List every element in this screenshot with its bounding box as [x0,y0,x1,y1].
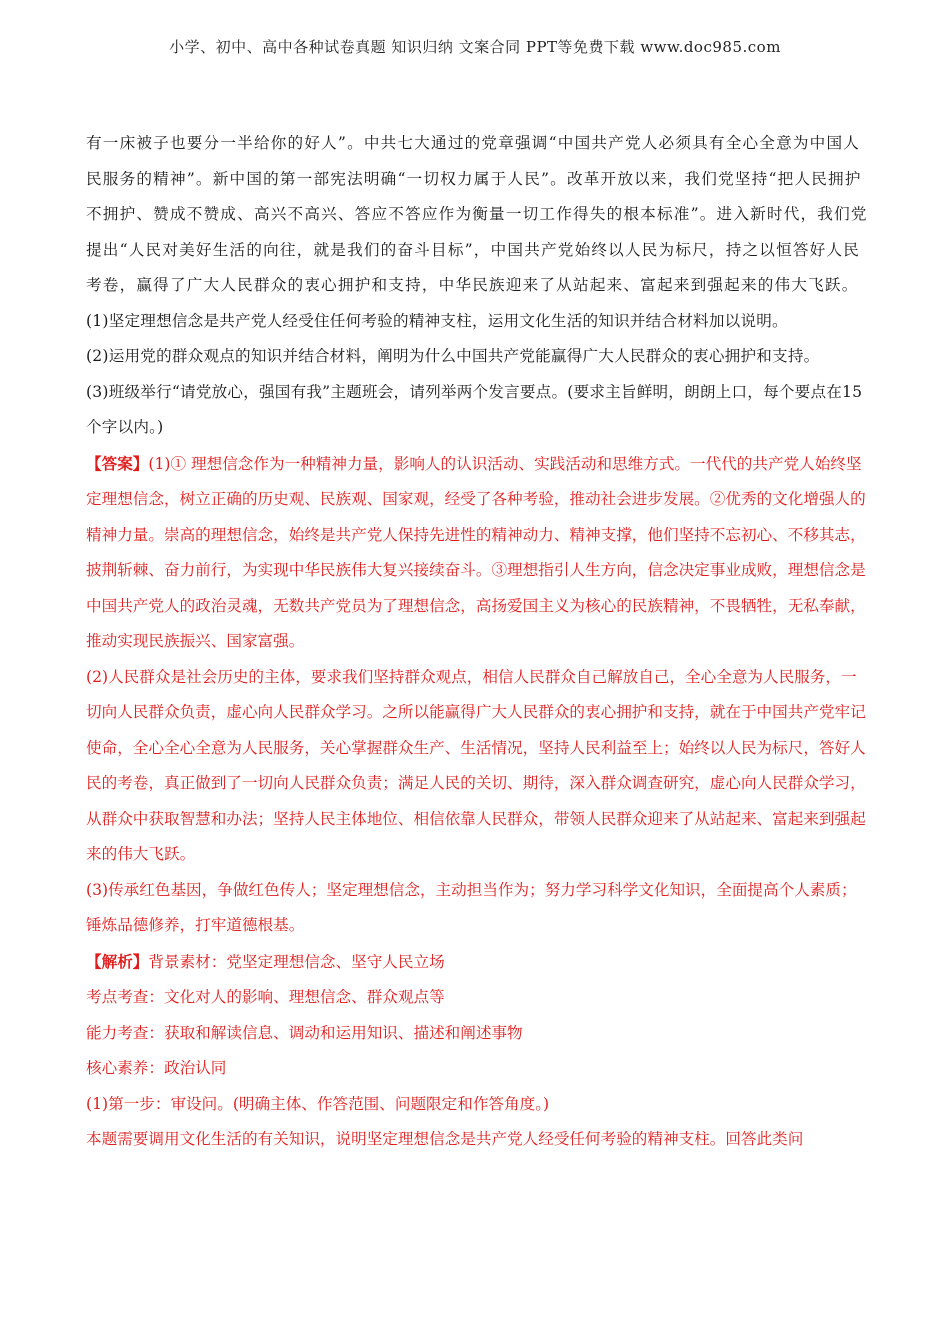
answer-1-text: (1)① 理想信念作为一种精神力量，影响人的认识活动、实践活动和思维方式。一代代的共产党人始终坚定理想信念，树立正确的历史观、民族观、国家观，经受了各种考验，推动社会进步发展。②优秀的文化增强人的精神力量。崇高的理想信念，始终是共产党人保持先进性的精神动力、精神支撑，他们坚持不忘初心、不移其志，披荆斩棘、奋力前行，为实现中华民族伟大复兴接续奋斗。③理想指引人生方向，信念决定事业成败，理想信念是中国共产党人的政治灵魂，无数共产党员为了理想信念，高扬爱国主义为核心的民族精神，不畏牺牲，无私奉献，推动实现民族振兴、国家富强。 [86,454,866,650]
analysis-literacy: 核心素养：政治认同 [86,1059,227,1077]
analysis-step1: (1)第一步：审设问。(明确主体、作答范围、问题限定和作答角度。) [86,1094,550,1113]
analysis-step1-detail: 本题需要调用文化生活的有关知识，说明坚定理想信念是共产党人经受任何考验的精神支柱。回答此类问 [86,1130,804,1148]
analysis-points: 考点考查：文化对人的影响、理想信念、群众观点等 [86,988,445,1006]
answer-2: (2)人民群众是社会历史的主体，要求我们坚持群众观点，相信人民群众自己解放自己，全心全意为人民服务，一切向人民群众负责，虚心向人民群众学习。之所以能赢得广大人民群众的衷心拥护和支持，就在于中国共产党牢记使命，全心全心全意为人民服务，关心掌握群众生产、生活情况，坚持人民利益至上；始终以人民为标尺，答好人民的考卷，真正做到了一切向人民群众负责；满足人民的关切、期待，深入群众调查研究，虚心向人民群众学习，从群众中获取智慧和办法；坚持人民主体地位、相信依靠人民群众，带领人民群众迎来了从站起来、富起来到强起来的伟大飞跃。 [86,667,866,863]
analysis-background [86,944,868,981]
answer-1 [86,446,868,660]
material-paragraph: 有一床被子也要分一半给你的好人”。中共七大通过的党章强调“中国共产党人必须具有全心全意为中国人民服务的精神”。新中国的第一部宪法明确“一切权力属于人民”。改革开放以来，我们党坚持“把人民拥护不拥护、赞成不赞成、高兴不高兴、答应不答应作为衡量一切工作得失的根本标准”。进入新时代，我们党提出“人民对美好生活的向往，就是我们的奋斗目标”，中国共产党始终以人民为标尺，持之以恒答好人民考卷，赢得了广大人民群众的衷心拥护和支持，中华民族迎来了从站起来、富起来到强起来的伟大飞跃。 [86,134,868,294]
question-3: (3)班级举行“请党放心，强国有我”主题班会，请列举两个发言要点。(要求主旨鲜明，朗朗上口，每个要点在15个字以内。) [86,382,863,436]
analysis-background-text: 背景素材：党坚定理想信念、坚守人民立场 [148,952,445,971]
question-1: (1)坚定理想信念是共产党人经受住任何考验的精神支柱，运用文化生活的知识并结合材料加以说明。 [86,311,788,330]
analysis-ability: 能力考查：获取和解读信息、调动和运用知识、描述和阐述事物 [86,1023,523,1042]
question-2: (2)运用党的群众观点的知识并结合材料，阐明为什么中国共产党能赢得广大人民群众的衷心拥护和支持。 [86,347,820,365]
analysis-tag: 【解析】 [86,951,149,971]
document-body [86,126,868,1158]
answer-tag: 【答案】 [86,453,149,473]
answer-3: (3)传承红色基因，争做红色传人；坚定理想信念，主动担当作为；努力学习科学文化知识，全面提高个人素质；锤炼品德修养，打牢道德根基。 [86,880,857,934]
page-header: 小学、初中、高中各种试卷真题 知识归纳 文案合同 PPT等免费下载 www.doc985.com [169,38,781,56]
